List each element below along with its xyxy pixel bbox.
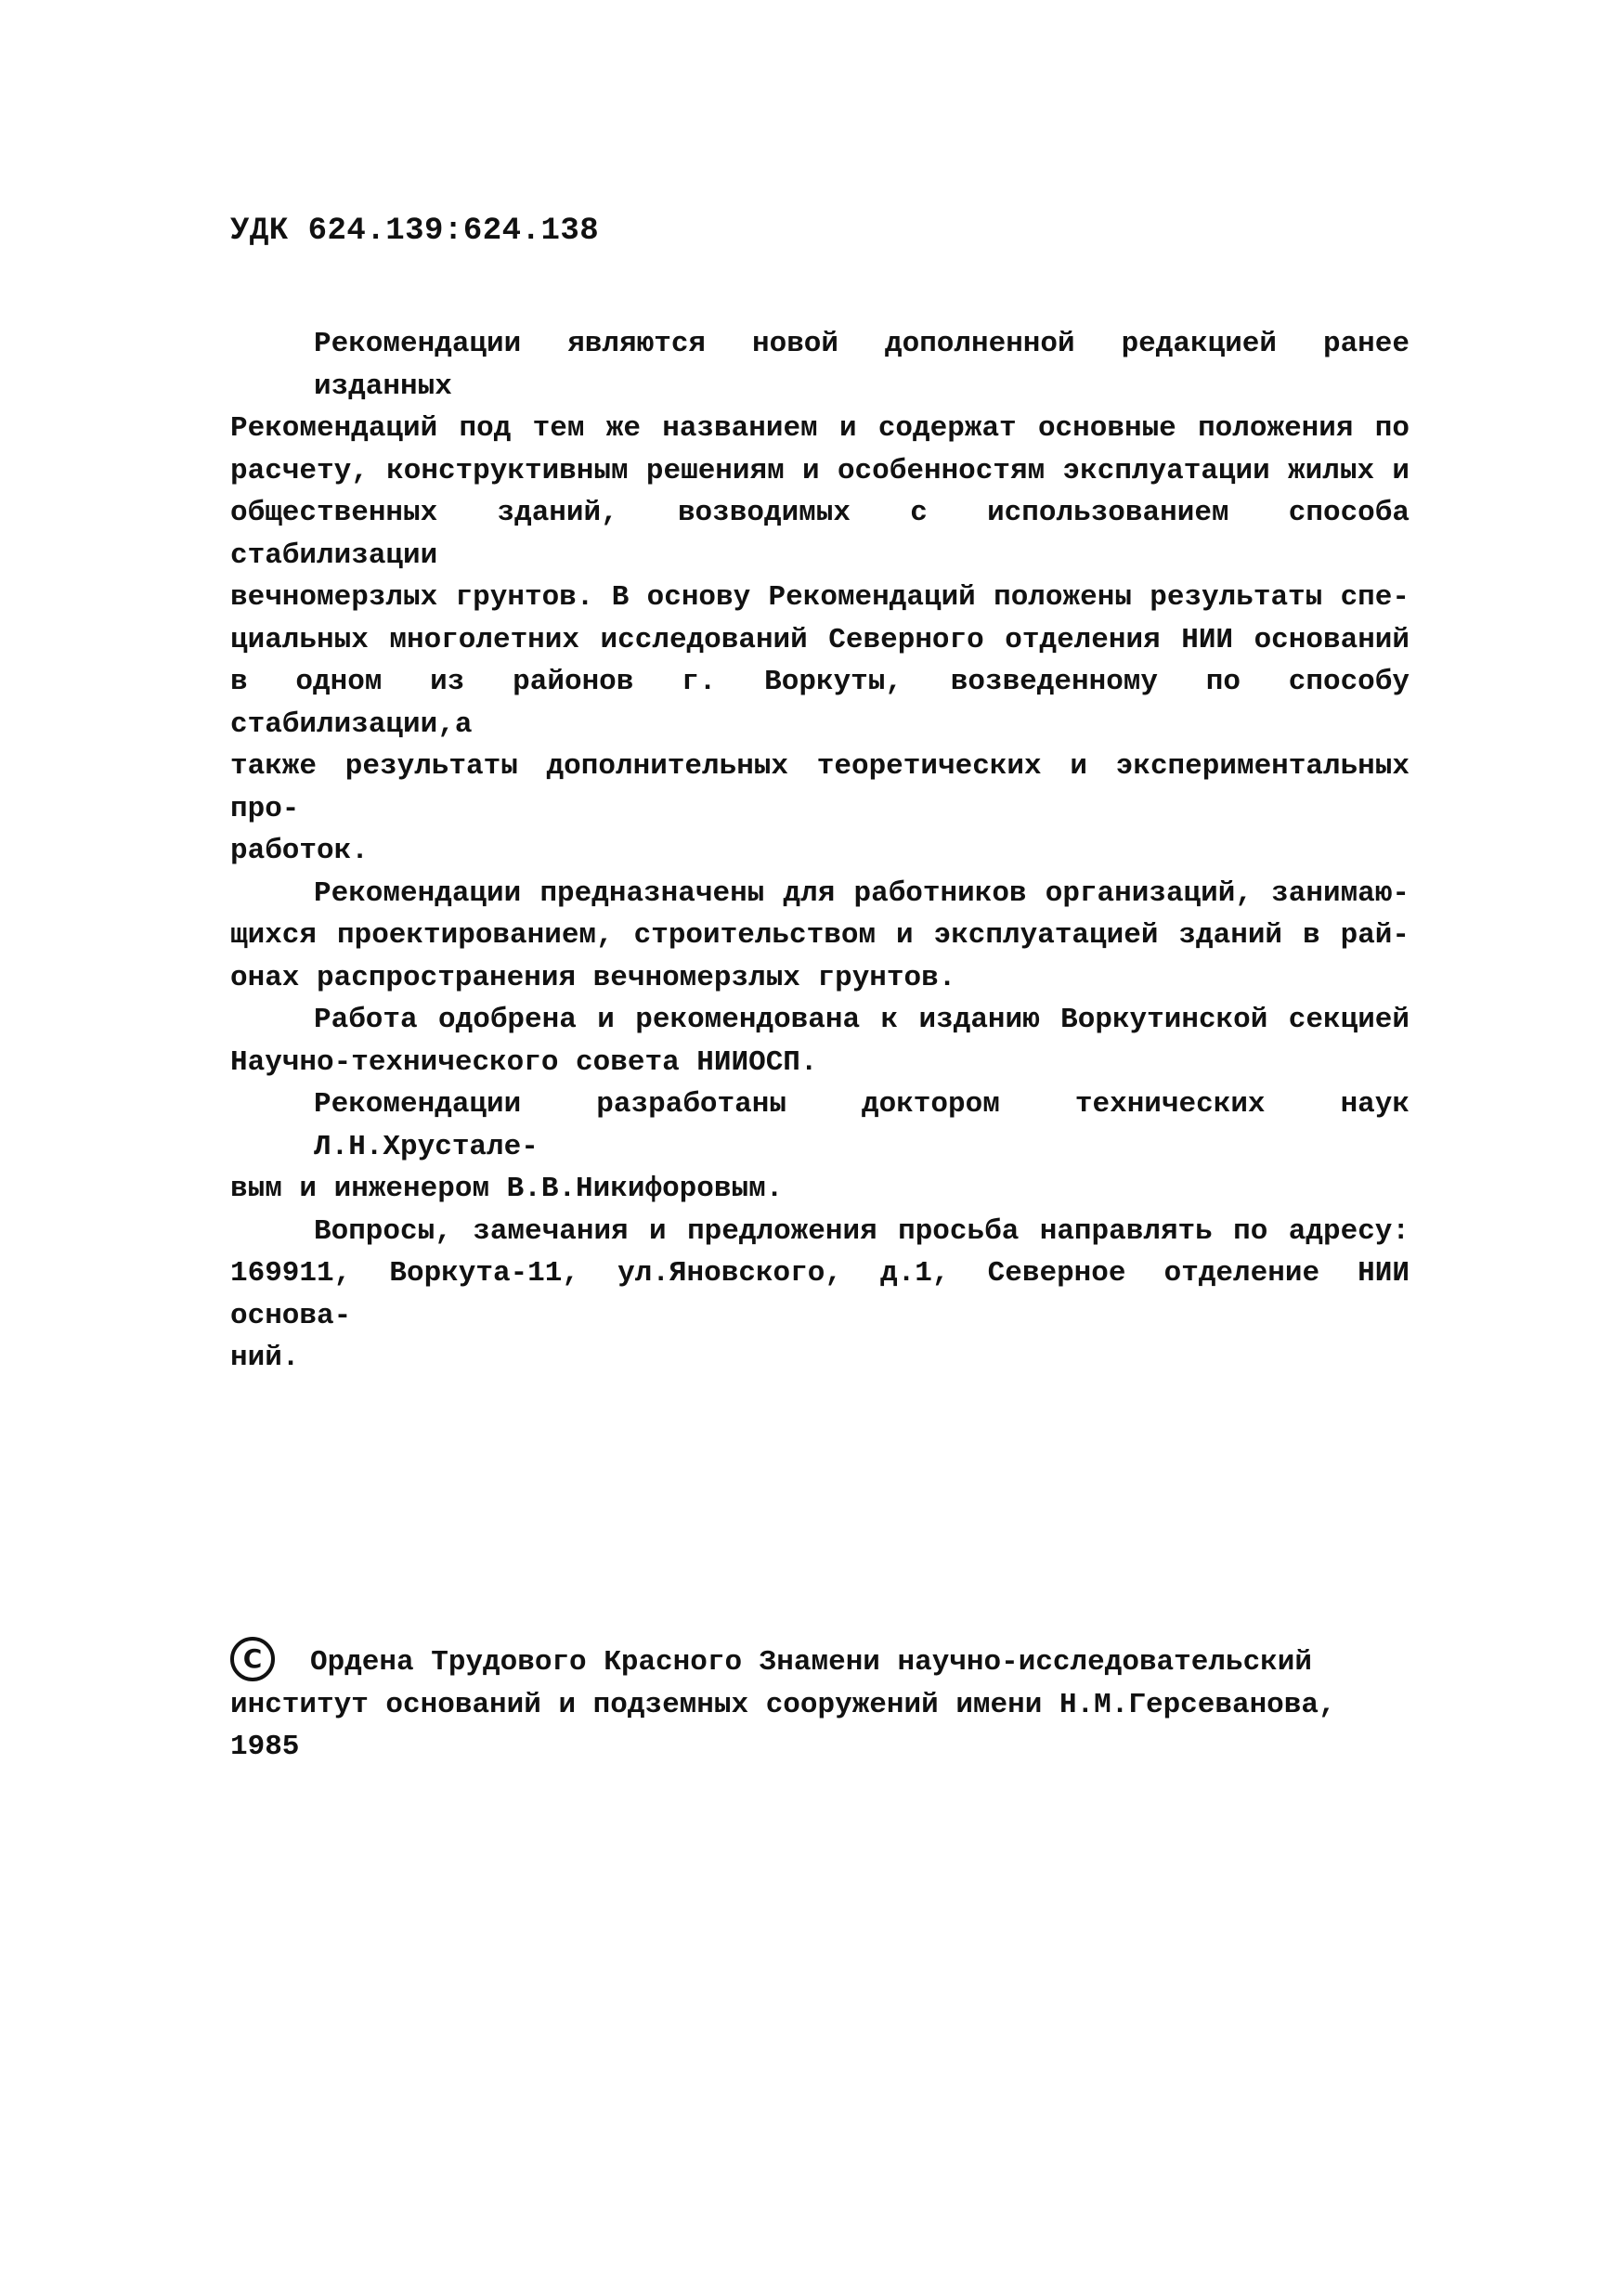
copyright-year: 1985 (230, 1731, 300, 1763)
copyright-block (230, 1641, 1410, 1769)
paragraph-line: общественных зданий, возводимых с использованием способа стабилизации (230, 497, 1410, 572)
copyright-line (230, 1641, 1410, 1684)
paragraph-line: Научно-технического совета НИИОСП. (230, 1045, 818, 1079)
paragraph-line: 169911, Воркута-11, ул.Яновского, д.1, Северное отделение НИИ основа- (230, 1257, 1410, 1332)
paragraph-line: Рекомендации разработаны доктором технических наук Л.Н.Хрустале- (314, 1088, 1410, 1163)
udk-code: УДК 624.139:624.138 (230, 214, 600, 249)
annotation-text (230, 323, 1410, 1380)
paragraph-line: Рекомендации предназначены для работников организаций, занимаю- (314, 876, 1410, 910)
paragraph-line: работок. (230, 835, 369, 867)
paragraph-line: Работа одобрена и рекомендована к изданию Воркутинской секцией (314, 1004, 1410, 1036)
copyright-icon: C (230, 1637, 275, 1681)
paragraph-line: щихся проектированием, строительством и эксплуатацией зданий в рай- (230, 919, 1410, 952)
paragraph-line: циальных многолетних исследований Северного отделения НИИ оснований (230, 623, 1410, 656)
paragraph-line: вечномерзлых грунтов. В основу Рекомендаций положены результаты спе- (230, 581, 1410, 614)
paragraph-line: расчету, конструктивным решениям и особенностям эксплуатации жилых и (230, 454, 1410, 487)
paragraph-line: Рекомендаций под тем же названием и содержат основные положения по (230, 412, 1410, 445)
paragraph-line: Рекомендации являются новой дополненной редакцией ранее изданных (314, 328, 1410, 403)
paragraph-line: также результаты дополнительных теоретических и экспериментальных про- (230, 750, 1410, 825)
copyright-line: институт оснований и подземных сооружений имени Н.М.Герсеванова, (230, 1688, 1336, 1721)
paragraph-line: вым и инженером В.В.Никифоровым. (230, 1173, 784, 1205)
copyright-text: Ордена Трудового Красного Знамени научно-исследовательский (310, 1646, 1312, 1679)
paragraph-line: ний. (230, 1342, 300, 1374)
paragraph-line: онах распространения вечномерзлых грунтов. (230, 961, 956, 994)
paragraph-line: в одном из районов г. Воркуты, возведенному по способу стабилизации,а (230, 666, 1410, 741)
paragraph-line: Вопросы, замечания и предложения просьба направлять по адресу: (314, 1214, 1410, 1248)
